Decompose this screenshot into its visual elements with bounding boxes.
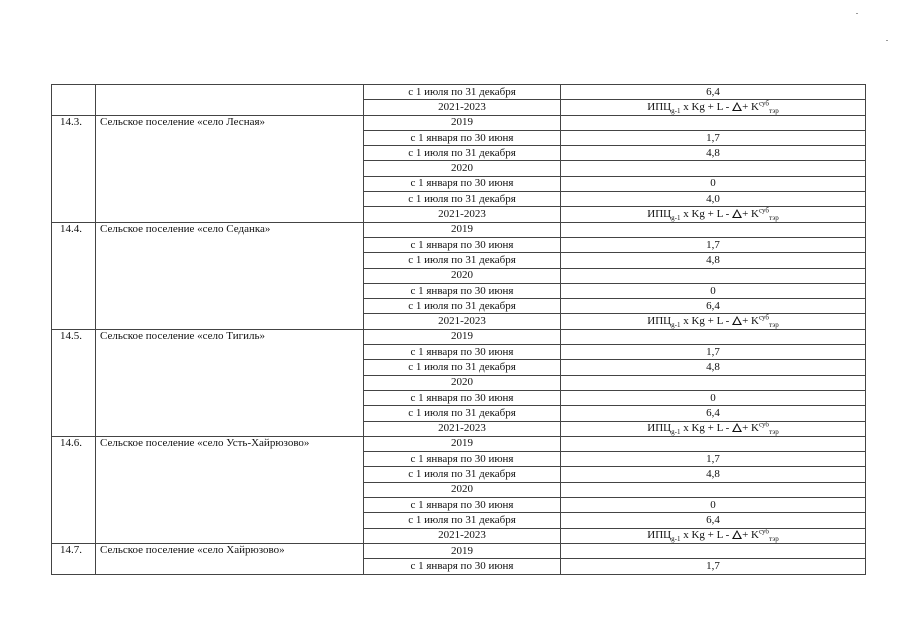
value-cell: 1,7 <box>561 559 866 574</box>
tariff-formula: $ИПЦ_{g-1}$ x Kg + L - + $K^{суб}_{тэр}$ <box>647 206 779 223</box>
tariff-formula: $ИПЦ_{g-1}$ x Kg + L - + $K^{суб}_{тэр}$ <box>647 528 779 544</box>
value-cell: 4,0 <box>561 192 866 207</box>
delta-triangle-icon <box>732 209 742 218</box>
row-number: 14.4. <box>52 222 96 329</box>
value-cell: 4,8 <box>561 146 866 161</box>
period-cell: 2020 <box>364 161 561 176</box>
value-cell <box>561 482 866 497</box>
value-cell: 4,8 <box>561 467 866 482</box>
formula-cell <box>561 421 866 436</box>
period-cell: с 1 июля по 31 декабря <box>364 192 561 207</box>
value-cell: 6,4 <box>561 299 866 314</box>
settlement-name <box>96 85 364 116</box>
value-cell: 0 <box>561 176 866 191</box>
settlement-name: Сельское поселение «село Лесная» <box>96 115 364 222</box>
period-cell: 2020 <box>364 268 561 283</box>
row-number: 14.6. <box>52 436 96 543</box>
row-number <box>52 85 96 116</box>
period-cell: с 1 января по 30 июня <box>364 452 561 467</box>
formula-cell <box>561 100 866 115</box>
table-row <box>52 436 866 451</box>
period-cell: 2020 <box>364 482 561 497</box>
value-cell: 4,8 <box>561 253 866 268</box>
value-cell <box>561 222 866 237</box>
value-cell: 6,4 <box>561 406 866 421</box>
delta-triangle-icon <box>732 102 742 111</box>
tariff-table <box>51 84 866 575</box>
value-cell <box>561 115 866 130</box>
tariff-formula: $ИПЦ_{g-1}$ x Kg + L - + $K^{суб}_{тэр}$ <box>647 421 779 437</box>
value-cell <box>561 375 866 390</box>
scan-speck <box>886 40 888 41</box>
table-row <box>52 222 866 237</box>
table-row <box>52 115 866 130</box>
tariff-formula: $ИПЦ_{g-1}$ x Kg + L - + $K^{суб}_{тэр}$ <box>647 313 779 330</box>
period-cell: с 1 июля по 31 декабря <box>364 85 561 100</box>
value-cell <box>561 161 866 176</box>
period-cell: 2021-2023 <box>364 421 561 436</box>
period-cell: с 1 июля по 31 декабря <box>364 146 561 161</box>
period-cell: с 1 января по 30 июня <box>364 345 561 360</box>
period-cell: 2021-2023 <box>364 314 561 329</box>
period-cell: 2019 <box>364 436 561 451</box>
value-cell: 4,8 <box>561 360 866 375</box>
period-cell: с 1 января по 30 июня <box>364 283 561 298</box>
period-cell: 2021-2023 <box>364 207 561 222</box>
period-cell: 2019 <box>364 222 561 237</box>
tariff-table-body <box>52 85 866 575</box>
value-cell: 0 <box>561 283 866 298</box>
table-row <box>52 329 866 344</box>
value-cell: 1,7 <box>561 237 866 252</box>
value-cell: 1,7 <box>561 345 866 360</box>
value-cell: 0 <box>561 390 866 405</box>
period-cell: с 1 июля по 31 декабря <box>364 253 561 268</box>
formula-cell <box>561 207 866 222</box>
delta-triangle-icon <box>732 423 742 432</box>
row-number: 14.7. <box>52 543 96 574</box>
row-number: 14.5. <box>52 329 96 436</box>
table-row <box>52 543 866 558</box>
delta-triangle-icon <box>732 530 742 539</box>
period-cell: с 1 июля по 31 декабря <box>364 513 561 528</box>
period-cell: с 1 января по 30 июня <box>364 559 561 574</box>
settlement-name: Сельское поселение «село Усть-Хайрюзово» <box>96 436 364 543</box>
period-cell: 2021-2023 <box>364 100 561 115</box>
period-cell: 2019 <box>364 543 561 558</box>
period-cell: с 1 июля по 31 декабря <box>364 467 561 482</box>
settlement-name: Сельское поселение «село Седанка» <box>96 222 364 329</box>
value-cell <box>561 268 866 283</box>
period-cell: с 1 июля по 31 декабря <box>364 299 561 314</box>
period-cell: 2019 <box>364 115 561 130</box>
period-cell: 2019 <box>364 329 561 344</box>
period-cell: с 1 июля по 31 декабря <box>364 406 561 421</box>
delta-triangle-icon <box>732 316 742 325</box>
period-cell: с 1 января по 30 июня <box>364 390 561 405</box>
period-cell: с 1 января по 30 июня <box>364 498 561 513</box>
value-cell: 6,4 <box>561 85 866 100</box>
value-cell <box>561 543 866 558</box>
period-cell: 2021-2023 <box>364 528 561 543</box>
value-cell: 6,4 <box>561 513 866 528</box>
formula-cell <box>561 528 866 543</box>
value-cell <box>561 436 866 451</box>
table-row <box>52 85 866 100</box>
formula-cell <box>561 314 866 329</box>
settlement-name: Сельское поселение «село Хайрюзово» <box>96 543 364 574</box>
period-cell: с 1 июля по 31 декабря <box>364 360 561 375</box>
value-cell: 1,7 <box>561 452 866 467</box>
tariff-formula: $ИПЦ_{g-1}$ x Kg + L - + $K^{суб}_{тэр}$ <box>647 99 779 116</box>
period-cell: с 1 января по 30 июня <box>364 130 561 145</box>
value-cell <box>561 329 866 344</box>
row-number: 14.3. <box>52 115 96 222</box>
period-cell: 2020 <box>364 375 561 390</box>
scan-speck <box>856 13 858 14</box>
period-cell: с 1 января по 30 июня <box>364 237 561 252</box>
value-cell: 0 <box>561 498 866 513</box>
period-cell: с 1 января по 30 июня <box>364 176 561 191</box>
value-cell: 1,7 <box>561 130 866 145</box>
settlement-name: Сельское поселение «село Тигиль» <box>96 329 364 436</box>
